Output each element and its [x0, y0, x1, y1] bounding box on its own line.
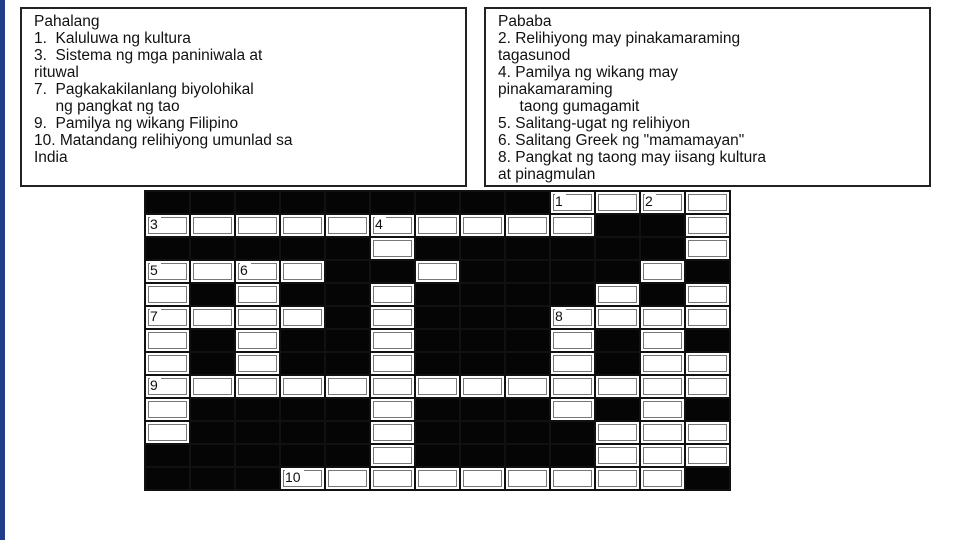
cell-frame — [148, 424, 187, 441]
answer-cell[interactable] — [640, 444, 685, 467]
black-cell — [685, 467, 730, 490]
black-cell — [235, 444, 280, 467]
answer-cell[interactable] — [370, 375, 415, 398]
black-cell — [505, 352, 550, 375]
clue-number: 8 — [555, 309, 566, 324]
answer-cell[interactable] — [370, 237, 415, 260]
cell-frame — [643, 447, 682, 464]
black-cell — [460, 352, 505, 375]
answer-cell[interactable] — [325, 375, 370, 398]
across-clue-list — [34, 30, 453, 166]
answer-cell[interactable] — [685, 352, 730, 375]
black-cell — [325, 260, 370, 283]
cell-frame — [598, 286, 637, 303]
cell-frame — [508, 470, 547, 487]
cell-frame — [688, 309, 727, 326]
black-cell — [415, 421, 460, 444]
answer-cell[interactable] — [595, 306, 640, 329]
black-cell — [325, 237, 370, 260]
clue-number: 7 — [150, 309, 161, 324]
black-cell — [460, 421, 505, 444]
answer-cell[interactable] — [685, 421, 730, 444]
cell-frame — [553, 401, 592, 418]
answer-cell[interactable] — [145, 214, 190, 237]
across-clue-line: rituwal — [34, 64, 79, 81]
answer-cell[interactable] — [460, 375, 505, 398]
cell-frame — [643, 424, 682, 441]
black-cell — [460, 237, 505, 260]
down-clue-line: taong gumagamit — [498, 98, 640, 115]
black-cell — [145, 444, 190, 467]
grid-row — [145, 191, 730, 214]
answer-cell[interactable] — [685, 306, 730, 329]
cell-frame — [283, 217, 322, 234]
black-cell — [505, 260, 550, 283]
answer-cell[interactable] — [370, 214, 415, 237]
cell-frame — [193, 309, 232, 326]
down-clue-line: 5. Salitang-ugat ng relihiyon — [498, 115, 691, 132]
answer-cell[interactable] — [235, 306, 280, 329]
clue-number: 1 — [555, 194, 566, 209]
cell-frame — [328, 378, 367, 395]
answer-cell[interactable] — [550, 375, 595, 398]
answer-cell[interactable] — [685, 214, 730, 237]
cell-frame — [148, 286, 187, 303]
black-cell — [370, 191, 415, 214]
clue-number: 9 — [150, 378, 161, 393]
black-cell — [325, 421, 370, 444]
across-heading: Pahalang — [34, 13, 100, 30]
answer-cell[interactable] — [280, 260, 325, 283]
down-clue-line: 2. Relihiyong may pinakamaraming — [498, 30, 741, 47]
answer-cell[interactable] — [550, 467, 595, 490]
cell-frame — [463, 217, 502, 234]
black-cell — [550, 444, 595, 467]
across-clue-line: 10. Matandang relihiyong umunlad sa — [34, 132, 293, 149]
clue-number: 10 — [285, 470, 304, 485]
cell-frame — [193, 217, 232, 234]
cell-frame — [643, 470, 682, 487]
answer-cell[interactable] — [685, 237, 730, 260]
cell-frame — [688, 355, 727, 372]
black-cell — [325, 352, 370, 375]
answer-cell[interactable] — [235, 214, 280, 237]
answer-cell[interactable] — [685, 191, 730, 214]
answer-cell[interactable] — [325, 214, 370, 237]
grid-row — [145, 467, 730, 490]
black-cell — [460, 444, 505, 467]
across-clue-line: ng pangkat ng tao — [34, 98, 180, 115]
answer-cell[interactable] — [640, 352, 685, 375]
answer-cell[interactable] — [550, 306, 595, 329]
cell-frame — [373, 470, 412, 487]
black-cell — [280, 237, 325, 260]
cell-frame — [418, 378, 457, 395]
across-clue-line: India — [34, 149, 68, 166]
black-cell — [595, 214, 640, 237]
cell-frame — [148, 401, 187, 418]
answer-cell[interactable] — [145, 306, 190, 329]
black-cell — [280, 191, 325, 214]
black-cell — [415, 444, 460, 467]
grid-row — [145, 444, 730, 467]
across-clues-box — [20, 7, 467, 187]
black-cell — [640, 214, 685, 237]
answer-cell[interactable] — [145, 375, 190, 398]
answer-cell[interactable] — [415, 467, 460, 490]
black-cell — [235, 237, 280, 260]
black-cell — [415, 398, 460, 421]
grid-row — [145, 214, 730, 237]
across-clue-line: 9. Pamilya ng wikang Filipino — [34, 115, 239, 132]
answer-cell[interactable] — [550, 398, 595, 421]
cell-frame — [238, 309, 277, 326]
black-cell — [190, 467, 235, 490]
black-cell — [235, 191, 280, 214]
cell-frame — [508, 217, 547, 234]
cell-frame — [598, 470, 637, 487]
black-cell — [550, 283, 595, 306]
answer-cell[interactable] — [685, 444, 730, 467]
answer-cell[interactable] — [235, 375, 280, 398]
answer-cell[interactable] — [235, 352, 280, 375]
answer-cell[interactable] — [550, 352, 595, 375]
cell-frame — [598, 378, 637, 395]
answer-cell[interactable] — [550, 214, 595, 237]
black-cell — [190, 398, 235, 421]
cell-frame — [598, 424, 637, 441]
cell-frame — [463, 470, 502, 487]
cell-frame — [373, 286, 412, 303]
down-heading: Pababa — [498, 13, 552, 30]
cell-frame — [238, 217, 277, 234]
cell-frame — [238, 355, 277, 372]
cell-frame — [553, 470, 592, 487]
black-cell — [505, 421, 550, 444]
answer-cell[interactable] — [370, 306, 415, 329]
black-cell — [460, 398, 505, 421]
black-cell — [280, 283, 325, 306]
grid-row — [145, 398, 730, 421]
answer-cell[interactable] — [235, 260, 280, 283]
black-cell — [325, 329, 370, 352]
black-cell — [595, 398, 640, 421]
down-clue-line: 8. Pangkat ng taong may iisang kultura — [498, 149, 766, 166]
answer-cell[interactable] — [595, 283, 640, 306]
answer-cell[interactable] — [325, 467, 370, 490]
grid-row — [145, 421, 730, 444]
down-clue-line: pinakamaraming — [498, 81, 613, 98]
black-cell — [415, 191, 460, 214]
answer-cell[interactable] — [415, 214, 460, 237]
black-cell — [550, 237, 595, 260]
cell-frame — [688, 447, 727, 464]
answer-cell[interactable] — [145, 260, 190, 283]
cell-frame — [598, 309, 637, 326]
cell-frame — [238, 286, 277, 303]
cell-frame — [283, 309, 322, 326]
cell-frame — [418, 263, 457, 280]
down-clue-line: at pinagmulan — [498, 166, 596, 183]
black-cell — [280, 398, 325, 421]
grid-row — [145, 260, 730, 283]
cell-frame — [688, 286, 727, 303]
cell-frame — [643, 332, 682, 349]
answer-cell[interactable] — [640, 375, 685, 398]
answer-cell[interactable] — [235, 283, 280, 306]
answer-cell[interactable] — [550, 329, 595, 352]
black-cell — [415, 329, 460, 352]
answer-cell[interactable] — [280, 375, 325, 398]
cell-frame — [553, 355, 592, 372]
cell-frame — [418, 217, 457, 234]
answer-cell[interactable] — [280, 467, 325, 490]
black-cell — [595, 352, 640, 375]
black-cell — [415, 306, 460, 329]
cell-frame — [193, 378, 232, 395]
black-cell — [235, 421, 280, 444]
black-cell — [685, 329, 730, 352]
cell-frame — [508, 378, 547, 395]
answer-cell[interactable] — [190, 214, 235, 237]
answer-cell[interactable] — [685, 375, 730, 398]
answer-cell[interactable] — [640, 260, 685, 283]
answer-cell[interactable] — [595, 375, 640, 398]
cell-frame — [418, 470, 457, 487]
cell-frame — [553, 332, 592, 349]
cell-frame — [373, 355, 412, 372]
cell-frame — [688, 194, 727, 211]
clue-number: 4 — [375, 217, 386, 232]
down-clue-line: 6. Salitang Greek ng "mamamayan" — [498, 132, 745, 149]
answer-cell[interactable] — [640, 467, 685, 490]
cell-frame — [688, 378, 727, 395]
black-cell — [640, 283, 685, 306]
across-clue-line: 1. Kaluluwa ng kultura — [34, 30, 191, 47]
black-cell — [190, 329, 235, 352]
answer-cell[interactable] — [505, 214, 550, 237]
clue-number: 5 — [150, 263, 161, 278]
cell-frame — [688, 424, 727, 441]
black-cell — [505, 237, 550, 260]
black-cell — [505, 398, 550, 421]
cell-frame — [598, 194, 637, 211]
answer-cell[interactable] — [145, 283, 190, 306]
cell-frame — [148, 332, 187, 349]
black-cell — [190, 444, 235, 467]
black-cell — [460, 260, 505, 283]
cell-frame — [238, 332, 277, 349]
black-cell — [640, 237, 685, 260]
answer-cell[interactable] — [370, 283, 415, 306]
cell-frame — [463, 378, 502, 395]
slide-edge-bar — [0, 0, 5, 540]
clue-number: 6 — [240, 263, 251, 278]
black-cell — [280, 421, 325, 444]
black-cell — [370, 260, 415, 283]
answer-cell[interactable] — [370, 352, 415, 375]
cell-frame — [328, 217, 367, 234]
answer-cell[interactable] — [370, 329, 415, 352]
answer-cell[interactable] — [415, 260, 460, 283]
grid-row — [145, 352, 730, 375]
black-cell — [505, 191, 550, 214]
answer-cell[interactable] — [595, 467, 640, 490]
answer-cell[interactable] — [145, 352, 190, 375]
answer-cell[interactable] — [460, 467, 505, 490]
black-cell — [685, 260, 730, 283]
cell-frame — [373, 424, 412, 441]
answer-cell[interactable] — [280, 306, 325, 329]
black-cell — [235, 467, 280, 490]
cell-frame — [553, 217, 592, 234]
black-cell — [550, 421, 595, 444]
answer-cell[interactable] — [595, 421, 640, 444]
cell-frame — [283, 378, 322, 395]
answer-cell[interactable] — [145, 421, 190, 444]
cell-frame — [643, 401, 682, 418]
black-cell — [505, 444, 550, 467]
answer-cell[interactable] — [190, 260, 235, 283]
answer-cell[interactable] — [640, 329, 685, 352]
black-cell — [460, 283, 505, 306]
cell-frame — [643, 309, 682, 326]
cell-frame — [688, 217, 727, 234]
black-cell — [325, 306, 370, 329]
answer-cell[interactable] — [685, 283, 730, 306]
answer-cell[interactable] — [190, 375, 235, 398]
answer-cell[interactable] — [505, 467, 550, 490]
black-cell — [325, 398, 370, 421]
cell-frame — [193, 263, 232, 280]
across-clue-line: 3. Sistema ng mga paniniwala at — [34, 47, 263, 64]
cell-frame — [643, 378, 682, 395]
grid-row — [145, 329, 730, 352]
answer-cell[interactable] — [370, 444, 415, 467]
black-cell — [280, 444, 325, 467]
black-cell — [280, 352, 325, 375]
black-cell — [505, 306, 550, 329]
black-cell — [190, 191, 235, 214]
grid-row — [145, 283, 730, 306]
cell-frame — [373, 240, 412, 257]
answer-cell[interactable] — [595, 191, 640, 214]
grid-row — [145, 306, 730, 329]
black-cell — [190, 421, 235, 444]
black-cell — [550, 260, 595, 283]
black-cell — [505, 329, 550, 352]
cell-frame — [373, 447, 412, 464]
answer-cell[interactable] — [550, 191, 595, 214]
black-cell — [685, 398, 730, 421]
grid-row — [145, 237, 730, 260]
clue-number: 2 — [645, 194, 656, 209]
black-cell — [145, 191, 190, 214]
black-cell — [415, 237, 460, 260]
black-cell — [595, 237, 640, 260]
answer-cell[interactable] — [370, 398, 415, 421]
answer-cell[interactable] — [640, 398, 685, 421]
answer-cell[interactable] — [145, 329, 190, 352]
black-cell — [595, 260, 640, 283]
clue-number: 3 — [150, 217, 161, 232]
cell-frame — [283, 263, 322, 280]
cell-frame — [598, 447, 637, 464]
answer-cell[interactable] — [235, 329, 280, 352]
black-cell — [145, 467, 190, 490]
black-cell — [460, 306, 505, 329]
cell-frame — [643, 355, 682, 372]
black-cell — [190, 352, 235, 375]
answer-cell[interactable] — [415, 375, 460, 398]
black-cell — [325, 283, 370, 306]
cell-frame — [148, 355, 187, 372]
black-cell — [415, 283, 460, 306]
down-clues-box — [484, 7, 931, 187]
answer-cell[interactable] — [370, 467, 415, 490]
black-cell — [190, 237, 235, 260]
answer-cell[interactable] — [640, 191, 685, 214]
cell-frame — [373, 332, 412, 349]
answer-cell[interactable] — [640, 306, 685, 329]
cell-frame — [373, 309, 412, 326]
black-cell — [325, 191, 370, 214]
cell-frame — [373, 401, 412, 418]
cell-frame — [328, 470, 367, 487]
answer-cell[interactable] — [505, 375, 550, 398]
answer-cell[interactable] — [640, 421, 685, 444]
black-cell — [280, 329, 325, 352]
black-cell — [145, 237, 190, 260]
cell-frame — [238, 378, 277, 395]
down-clue-list — [498, 30, 917, 183]
cell-frame — [553, 378, 592, 395]
down-clue-line: tagasunod — [498, 47, 571, 64]
black-cell — [325, 444, 370, 467]
down-clue-line: 4. Pamilya ng wikang may — [498, 64, 679, 81]
answer-cell[interactable] — [145, 398, 190, 421]
crossword-grid — [144, 190, 731, 491]
black-cell — [415, 352, 460, 375]
black-cell — [595, 329, 640, 352]
cell-frame — [373, 378, 412, 395]
black-cell — [190, 283, 235, 306]
cell-frame — [688, 240, 727, 257]
answer-cell[interactable] — [280, 214, 325, 237]
cell-frame — [643, 263, 682, 280]
black-cell — [460, 329, 505, 352]
across-clue-line: 7. Pagkakakilanlang biyolohikal — [34, 81, 254, 98]
answer-cell[interactable] — [460, 214, 505, 237]
grid-row — [145, 375, 730, 398]
answer-cell[interactable] — [595, 444, 640, 467]
answer-cell[interactable] — [370, 421, 415, 444]
black-cell — [460, 191, 505, 214]
black-cell — [505, 283, 550, 306]
answer-cell[interactable] — [190, 306, 235, 329]
black-cell — [235, 398, 280, 421]
